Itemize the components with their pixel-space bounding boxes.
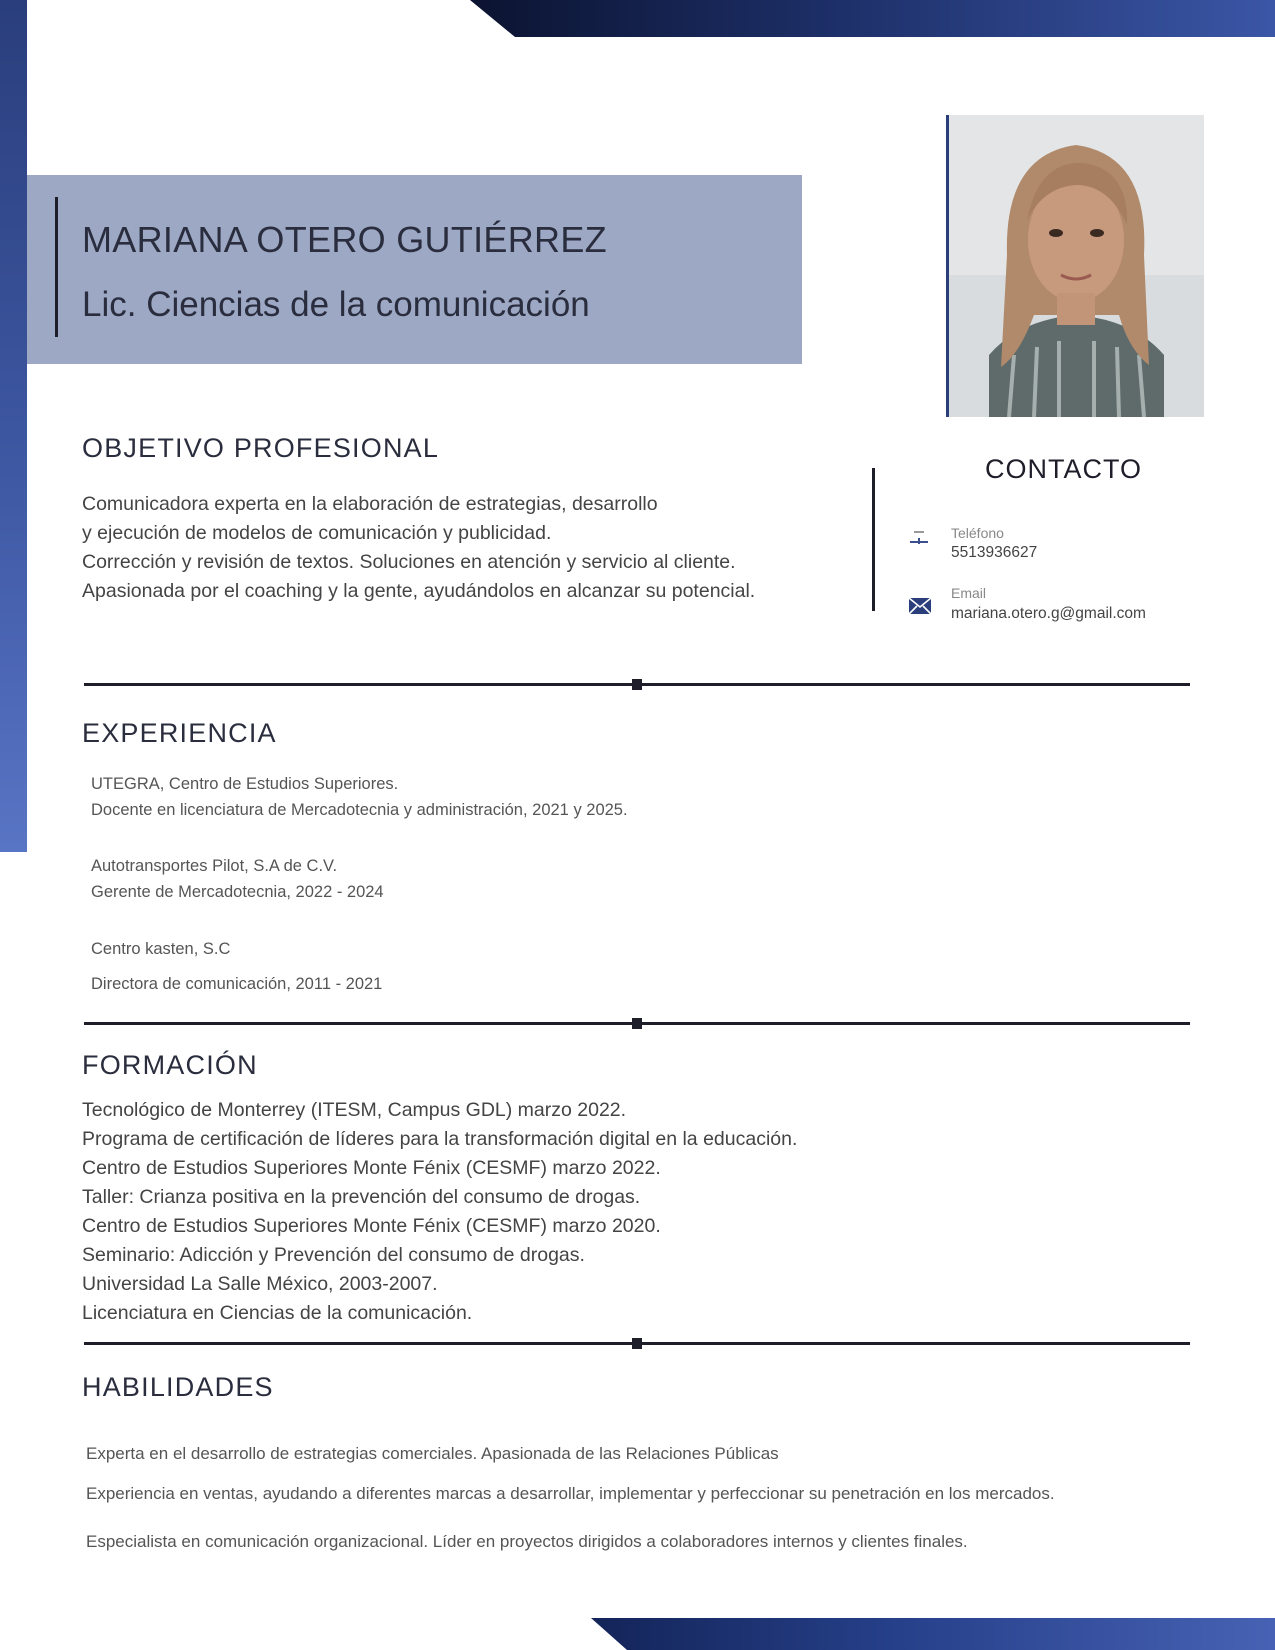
education-line: Seminario: Adicción y Prevención del consumo de drogas.: [82, 1244, 585, 1266]
skill-item: Experta en el desarrollo de estrategias comerciales. Apasionada de las Relaciones Públicas: [86, 1444, 779, 1463]
experience-role: Gerente de Mercadotecnia, 2022 - 2024: [91, 883, 384, 901]
objective-text: [82, 490, 862, 606]
experience-item: [91, 853, 384, 905]
education-line: Centro de Estudios Superiores Monte Fénix (CESMF) marzo 2020.: [82, 1215, 661, 1237]
contact-title: CONTACTO: [985, 454, 1143, 484]
envelope-icon: [908, 597, 932, 615]
education-line: Centro de Estudios Superiores Monte Fénix (CESMF) marzo 2022.: [82, 1157, 661, 1179]
education-list: [82, 1096, 797, 1328]
phone-icon: [908, 529, 932, 547]
experience-item: [91, 936, 382, 997]
contact-divider: [872, 468, 875, 611]
experience-company: Centro kasten, S.C: [91, 940, 231, 958]
phone-value[interactable]: 5513936627: [951, 544, 1038, 561]
degree-title: Lic. Ciencias de la comunicación: [82, 285, 590, 324]
top-accent-band: [470, 0, 1275, 37]
objective-title: OBJETIVO PROFESIONAL: [82, 433, 440, 463]
phone-label: Teléfono: [951, 525, 1004, 541]
education-line: Programa de certificación de líderes para la transformación digital en la educación.: [82, 1128, 798, 1150]
email-value[interactable]: mariana.otero.g@gmail.com: [951, 605, 1146, 622]
divider-dot: [632, 679, 642, 690]
objective-line: Corrección y revisión de textos. Soluciones en atención y servicio al cliente.: [82, 551, 736, 573]
experience-role: Docente en licenciatura de Mercadotecnia y administración, 2021 y 2025.: [91, 801, 628, 819]
bottom-accent-band: [591, 1618, 1275, 1650]
education-line: Licenciatura en Ciencias de la comunicación.: [82, 1302, 473, 1324]
section-divider: [84, 1022, 1190, 1025]
profile-photo: [946, 115, 1204, 417]
divider-dot: [632, 1338, 642, 1349]
education-line: Tecnológico de Monterrey (ITESM, Campus GDL) marzo 2022.: [82, 1099, 627, 1121]
experience-company: UTEGRA, Centro de Estudios Superiores.: [91, 775, 399, 793]
experience-item: [91, 771, 628, 823]
experience-company: Autotransportes Pilot, S.A de C.V.: [91, 857, 338, 875]
experience-title: EXPERIENCIA: [82, 718, 277, 748]
skills-title: HABILIDADES: [82, 1372, 274, 1402]
objective-line: y ejecución de modelos de comunicación y publicidad.: [82, 522, 552, 544]
email-label: Email: [951, 585, 987, 601]
experience-role: Directora de comunicación, 2011 - 2021: [91, 975, 383, 993]
objective-line: Comunicadora experta en la elaboración de estrategias, desarrollo: [82, 493, 658, 515]
education-line: Taller: Crianza positiva en la prevención del consumo de drogas.: [82, 1186, 641, 1208]
left-accent-bar: [0, 0, 27, 852]
full-name: MARIANA OTERO GUTIÉRREZ: [82, 219, 607, 260]
education-title: FORMACIÓN: [82, 1050, 258, 1080]
profile-photo-illustration: [949, 115, 1204, 417]
education-line: Universidad La Salle México, 2003-2007.: [82, 1273, 438, 1295]
name-header-box: [27, 175, 802, 364]
name-accent-rule: [55, 197, 58, 337]
section-divider: [84, 1342, 1190, 1345]
objective-line: Apasionada por el coaching y la gente, ayudándolos en alcanzar su potencial.: [82, 580, 756, 602]
skill-item: Experiencia en ventas, ayudando a diferentes marcas a desarrollar, implementar y perfeccionar su penetración en los mercados.: [86, 1484, 1055, 1503]
section-divider: [84, 683, 1190, 686]
skill-item: Especialista en comunicación organizacional. Líder en proyectos dirigidos a colaboradores internos y clientes finales.: [86, 1532, 968, 1551]
divider-dot: [632, 1018, 642, 1029]
